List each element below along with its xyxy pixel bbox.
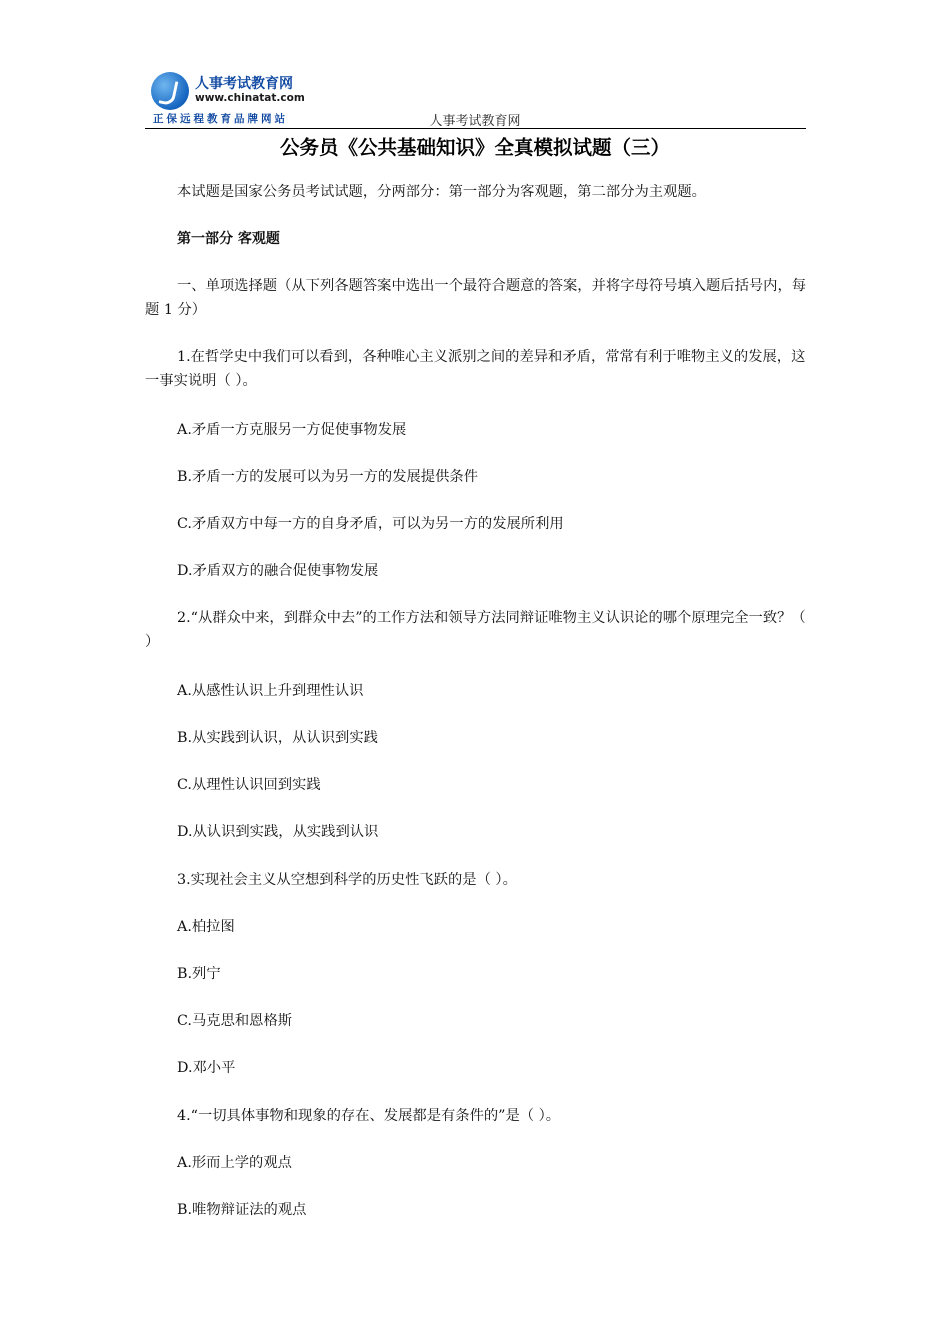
logo-title: 人事考试教育网 (195, 76, 293, 92)
q3-option-b: B.列宁 (177, 966, 221, 982)
q1-option-a: A.矛盾一方克服另一方促使事物发展 (177, 422, 407, 438)
question-3: 3.实现社会主义从空想到科学的历史性飞跃的是（ ）。 (177, 872, 517, 888)
header-divider (145, 128, 806, 129)
intro-paragraph: 本试题是国家公务员考试试题，分两部分：第一部分为客观题，第二部分为主观题。 (177, 184, 706, 200)
header-site-name: 人事考试教育网 (429, 114, 521, 129)
q2-option-c: C.从理性认识回到实践 (177, 777, 321, 793)
q2-option-b: B.从实践到认识，从认识到实践 (177, 730, 378, 746)
question-1: 1.在哲学史中我们可以看到，各种唯心主义派别之间的差异和矛盾，常常有利于唯物主义的发展，这一事实说明（ ）。 (145, 349, 806, 389)
logo-url: www.chinatat.com (195, 92, 305, 104)
q1-option-b: B.矛盾一方的发展可以为另一方的发展提供条件 (177, 469, 478, 485)
q3-option-c: C.马克思和恩格斯 (177, 1013, 293, 1029)
section1-instructions: 一、单项选择题（从下列各题答案中选出一个最符合题意的答案，并将字母符号填入题后括号内，每题 1 分） (145, 278, 807, 318)
q3-option-a: A.柏拉图 (177, 919, 235, 935)
part1-heading: 第一部分 客观题 (177, 231, 280, 247)
question-2: 2.“从群众中来，到群众中去”的工作方法和领导方法同辩证唯物主义认识论的哪个原理完全一致？（ ） (145, 610, 806, 650)
q1-option-d: D.矛盾双方的融合促使事物发展 (177, 563, 379, 579)
q4-option-b: B.唯物辩证法的观点 (177, 1202, 307, 1218)
q3-option-d: D.邓小平 (177, 1060, 236, 1076)
q4-option-a: A.形而上学的观点 (177, 1155, 292, 1171)
question-4: 4.“一切具体事物和现象的存在、发展都是有条件的”是（ ）。 (177, 1108, 561, 1124)
q1-option-c: C.矛盾双方中每一方的自身矛盾，可以为另一方的发展所利用 (177, 516, 564, 532)
document-title: 公务员《公共基础知识》全真模拟试题（三） (279, 136, 670, 159)
q2-option-a: A.从感性认识上升到理性认识 (177, 683, 364, 699)
logo-slogan: 正保远程教育品牌网站 (153, 113, 288, 125)
logo-emblem-icon (151, 72, 189, 110)
q2-option-d: D.从认识到实践，从实践到认识 (177, 824, 379, 840)
